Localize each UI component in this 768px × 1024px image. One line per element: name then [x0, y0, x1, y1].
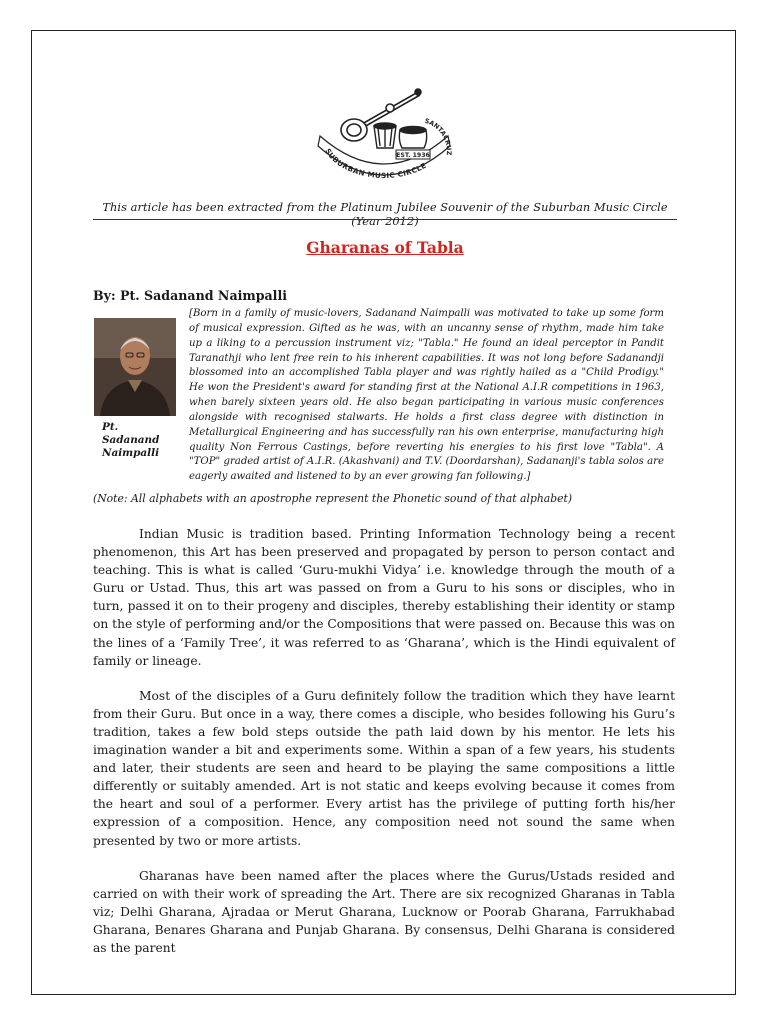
suburban-music-circle-logo [310, 82, 458, 184]
photo-caption [102, 421, 182, 461]
phonetic-note: (Note: All alphabets with an apostrophe represent the Phonetic sound of that alphabet) [93, 492, 573, 505]
tabla-icon [374, 123, 427, 148]
caption-line: Naimpalli [102, 447, 160, 460]
article-body [93, 525, 675, 974]
extract-note: This article has been extracted from the Platinum Jubilee Souvenir of the Suburban Music Circle (Year 2012) [102, 200, 668, 228]
author-bio: [Born in a family of music-lovers, Sadanand Naimpalli was motivated to take up some form of musical expression. Gifted as he was, with an uncanny sense of rhythm, made him take up a liking to a percussion instrument viz; "Tabla." He found an ideal perceptor in Pandit Taranathji who lent free rein to his inherent capabilities. It was not long before Sadanandji blossomed into an accomplished Tabla player and was rightly hailed as a "Child Prodigy." He won the President's award for standing first at the National A.I.R competitions in 1963, when barely sixteen years old. He also began participating in various music conferences alongside with recognised stalwarts. He holds a first class degree with distinction in Metallurgical Engineering and has successfully ran his own enterprise, manufacturing high quality Non Ferrous Castings, before reverting his energies to his first love "Tabla". A "TOP" graded artist of A.I.R. (Akashvani) and T.V. (Doordarshan), Sadananji's tabla solos are eagerly awaited and listened to by an ever growing fan following.] [189, 308, 664, 483]
body-paragraph: Most of the disciples of a Guru definitely follow the tradition which they have learnt from their Guru. But once in a way, there comes a disciple, who besides following his Guru’s tradition, takes a few bold steps outside the path laid down by his mentor. He lets his imagination wander a bit and experiments some. Within a span of a few years, his students and later, their students are seen and heard to be playing the same compositions a little differently or suitably amended. Art is not static and keeps evolving because it comes from the heart and soul of a performer. Every artist has the privilege of putting forth his/her expression of a composition. Hence, any composition need not sound the same when presented by two or more artists. [93, 688, 675, 848]
caption-line: Sadanand [102, 434, 160, 447]
author-photo [94, 318, 176, 416]
caption-line: Pt. [102, 421, 119, 433]
body-paragraph: Gharanas have been named after the places where the Gurus/Ustads resided and carried on with their work of spreading the Art. There are six recognized Gharanas in Tabla viz; Delhi Gharana, Ajradaa or Merut Gharana, Lucknow or Poorab Gharana, Farrukhabad Gharana, Benares Gharana and Punjab Gharana. By consensus, Delhi Gharana is considered as the parent [93, 868, 675, 955]
logo-place-text: SANTACRUZ [423, 116, 453, 156]
body-paragraph: Indian Music is tradition based. Printing Information Technology being a recent phenomenon, this Art has been preserved and propagated by person to person contact and teaching. This is what is called ‘Guru-mukhi Vidya’ i.e. knowledge through the mouth of a Guru or Ustad. Thus, this art was passed on from a Guru to his sons or disciples, who in turn, passed it on to their progeny and disciples, thereby establishing their identity or stamp on the style of performing and/or the Compositions that were passed on. Because this was on the lines of a ‘Family Tree’, it was referred to as ‘Gharana’, which is the Hindi equivalent of family or lineage. [93, 527, 675, 668]
logo-circle-text: SUBURBAN MUSIC CIRCLE [323, 146, 429, 180]
header-divider [93, 219, 677, 220]
article-byline: By: Pt. Sadanand Naimpalli [93, 288, 288, 303]
logo-est-text: EST. 1936 [396, 152, 430, 159]
article-title: Gharanas of Tabla [306, 238, 464, 257]
